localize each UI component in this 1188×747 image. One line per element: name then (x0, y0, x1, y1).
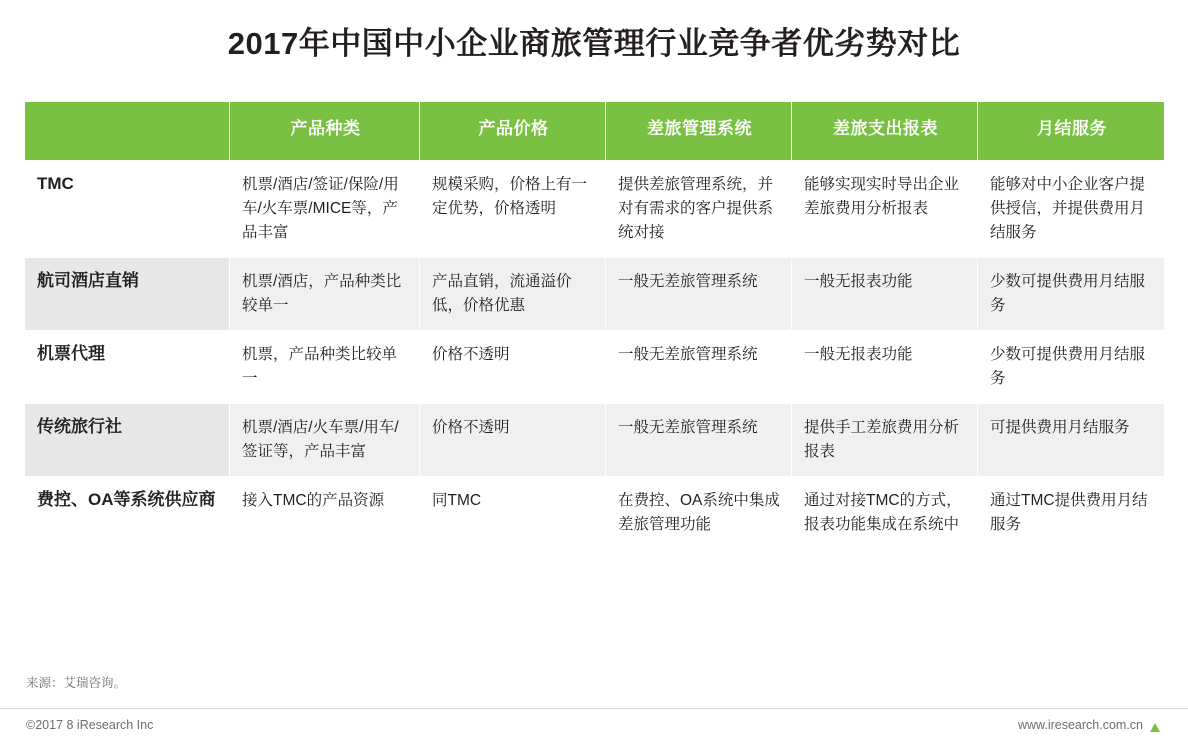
cell-tmc-product-type: 机票/酒店/签证/保险/用车/火车票/MICE等，产品丰富 (230, 161, 420, 258)
table-header-cell-4: 差旅支出报表 (792, 102, 978, 161)
cell-airline-expense-report: 一般无报表功能 (792, 258, 978, 331)
cell-traditional-price: 价格不透明 (420, 404, 606, 477)
comparison-table-wrapper (24, 101, 1164, 550)
table-header-cell-1: 产品种类 (230, 102, 420, 161)
row-label-airline-hotel-direct: 航司酒店直销 (25, 258, 230, 331)
cell-oa-monthly-settlement: 通过TMC提供费用月结服务 (978, 477, 1165, 550)
table-header-cell-2: 产品价格 (420, 102, 606, 161)
row-label-expense-oa-vendor: 费控、OA等系统供应商 (25, 477, 230, 550)
cell-oa-expense-report: 通过对接TMC的方式，报表功能集成在系统中 (792, 477, 978, 550)
cell-tmc-travel-system: 提供差旅管理系统，并对有需求的客户提供系统对接 (606, 161, 792, 258)
cell-airline-product-type: 机票/酒店，产品种类比较单一 (230, 258, 420, 331)
table-body (25, 161, 1165, 550)
cell-agent-monthly-settlement: 少数可提供费用月结服务 (978, 331, 1165, 404)
table-row (25, 161, 1165, 258)
table-row (25, 404, 1165, 477)
cell-oa-product-type: 接入TMC的产品资源 (230, 477, 420, 550)
website-text: www.iresearch.com.cn (1017, 718, 1143, 732)
table-header-cell-5: 月结服务 (978, 102, 1165, 161)
cell-tmc-monthly-settlement: 能够对中小企业客户提供授信，并提供费用月结服务 (978, 161, 1165, 258)
row-label-tmc: TMC (25, 161, 230, 258)
cell-traditional-product-type: 机票/酒店/火车票/用车/签证等，产品丰富 (230, 404, 420, 477)
footer-divider (0, 708, 1188, 709)
cell-agent-expense-report: 一般无报表功能 (792, 331, 978, 404)
cell-airline-travel-system: 一般无差旅管理系统 (606, 258, 792, 331)
cell-airline-monthly-settlement: 少数可提供费用月结服务 (978, 258, 1165, 331)
row-label-ticket-agent: 机票代理 (25, 331, 230, 404)
cell-tmc-expense-report: 能够实现实时导出企业差旅费用分析报表 (792, 161, 978, 258)
table-header-cell-0 (25, 102, 230, 161)
cell-oa-travel-system: 在费控、OA系统中集成差旅管理功能 (606, 477, 792, 550)
cell-airline-price: 产品直销，流通溢价低，价格优惠 (420, 258, 606, 331)
table-header-cell-3: 差旅管理系统 (606, 102, 792, 161)
cell-agent-price: 价格不透明 (420, 331, 606, 404)
cell-traditional-expense-report: 提供手工差旅费用分析报表 (792, 404, 978, 477)
table-row (25, 258, 1165, 331)
iresearch-logo-icon (1149, 721, 1162, 734)
table-row (25, 477, 1165, 550)
cell-tmc-price: 规模采购，价格上有一定优势，价格透明 (420, 161, 606, 258)
footer-right (1018, 718, 1162, 732)
cell-agent-product-type: 机票，产品种类比较单一 (230, 331, 420, 404)
source-note: 来源：艾瑞咨询。 (26, 676, 127, 690)
footer (0, 711, 1188, 739)
table-header (25, 102, 1165, 161)
row-label-traditional-agency: 传统旅行社 (25, 404, 230, 477)
cell-agent-travel-system: 一般无差旅管理系统 (606, 331, 792, 404)
table-row (25, 331, 1165, 404)
cell-oa-price: 同TMC (420, 477, 606, 550)
comparison-table (24, 101, 1165, 550)
cell-traditional-travel-system: 一般无差旅管理系统 (606, 404, 792, 477)
table-header-row (25, 102, 1165, 161)
page-title: 2017年中国中小企业商旅管理行业竞争者优劣势对比 (227, 26, 961, 61)
cell-traditional-monthly-settlement: 可提供费用月结服务 (978, 404, 1165, 477)
copyright-text: ©2017 8 iResearch Inc (26, 718, 154, 732)
